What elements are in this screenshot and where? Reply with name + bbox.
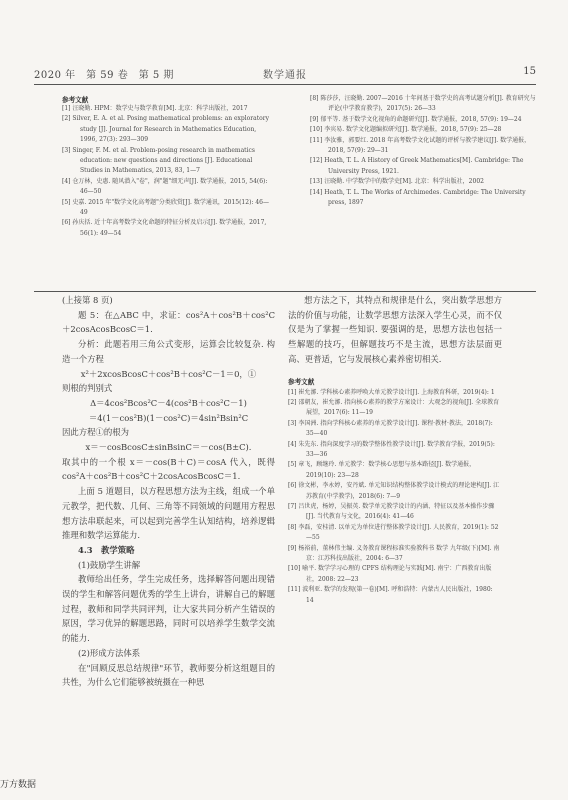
paragraph: 分析：此题若用三角公式变形，运算会比较复杂. 构造一个方程 [62,339,275,364]
header-rule [34,84,536,85]
reference-item: [2] Silver, E. A. et al. Posing mathematical problems: an exploratory study [J]. Journal for Research in Mathematics Education, 1996, 27(3): 293—309 [62,115,270,144]
reference-item: [5] 史嘉. 2015 年"数学文化高考题"分类欣赏[J]. 数学通讯，2015(12): 46—49 [62,198,269,217]
ref-list [310,94,536,208]
equation-line: x＝－cosBcosC±sinBsinC＝－cos(B±C). [85,442,252,453]
refs-heading: 参考文献 [62,96,89,104]
reference-item: [11] 李汝雅，郭要红. 2018 年高考数学文化试题的评析与教学建议[J]. 数学通报，2018, 57(9): 29—31 [310,136,531,155]
paragraph: 则根的判别式 [62,383,113,394]
top-refs-left [62,94,272,239]
reference-item: [7] 吕世虎，杨婷，吴振英. 数学单元教学设计的内涵、特征以及基本操作步骤[J]. 当代教育与文化，2016(4): 41—46 [288,502,495,521]
page-header [34,66,536,82]
reference-item: [10] 喻平. 数学学习心理的 CPFS 结构理论与实践[M]. 南宁：广西教育出版社，2008: 22—23 [288,565,492,583]
reference-item: [12] Heath, T. L. A History of Greek Mathematics[M]. Cambridge: The University Press, 1921. [310,157,524,175]
paragraph: 因此方程①的根为 [62,427,129,438]
equation-line: Δ＝4cos²Bcos²C－4(cos²B＋cos²C－1) [90,397,247,408]
main-right-column [288,293,502,606]
paragraph: (上接第 8 页) [62,295,113,305]
paragraph: 在"回顾反思总结规律"环节，教师要分析这组题目的共性，为什么它们能够被统摄在一种思 [62,662,275,688]
journal-name: 数学通报 [263,70,307,81]
paragraph: (2)形成方法体系 [78,647,141,658]
paragraph: 上面 5 道题目，以方程思想方法为主线，组成一个单元教学，把代数、几何、三角等不同领域的问题用方程思想方法串联起来，可以起到完善学生认知结构，培养逻辑推理和数学运算能力. [62,486,275,541]
reference-item: [6] 孙庆括. 近十年高考数学文化命题的特征分析及启示[J]. 数学通报，2017, 56(1): 49—54 [62,219,267,237]
paragraph: 教师给出任务，学生完成任务，选择解答问题出现错误的学生和解答问题优秀的学生上讲台，讲解自己的解题过程，教师和同学共同评判，让大家共同分析产生错误的原因，学习优异的解题思路，同时可以培养学生数学交流的能力. [62,574,275,644]
reference-item: [10] 李宾易. 数学文化题编拟研究[J]. 数学通报，2018, 57(9): 25—28 [310,126,502,134]
footer-watermark: 万方数据 [0,780,37,790]
paragraph: 想方法之下，其特点和规律是什么，突出数学思想方法的价值与功能，让数学思想方法深入学生心灵，而不仅仅是为了掌握一些知识. 要强调的是，思想方法也包括一些解题的技巧，但解题技巧不是主流，思想方法层面更高、更普适，它与发展核心素养密切相关. [288,295,502,364]
reference-item: [9] 郁平等. 基于数学文化视角的命题研究[J]. 数学通报，2018, 57(9): 19—24 [310,115,522,123]
paragraph: 题 5：在△ABC 中，求证：cos²A＋cos²B＋cos²C＋2cosAcosBcosC＝1. [62,309,275,335]
paragraph: 取其中的一个根 x＝－cos(B＋C)＝cosA 代入，既得cos²A＋cos²B＋cos²C＋2cosAcosBcosC＝1. [62,456,275,482]
reference-item: [9] 杨裕前，董林伟主编. 义务教育课程标准实验教科书 数学 九年级(下)[M]. 南京：江苏科技出版社，2004: 6—37 [288,544,500,563]
journal-issue: 2020 年 第 59 卷 第 5 期 [34,70,174,81]
reference-item: [6] 徐文彬，李永婷，安丹斌. 单元知识结构整体教学设计模式的理论建构[J]. 江苏教育(中学教学)，2018(6): 7—9 [288,482,500,500]
reference-item: [5] 章飞，顾继玲. 单元教学：数学核心思想与基本路径[J]. 数学通报，2019(10): 23—28 [288,461,476,479]
section-heading: 4.3 教学策略 [78,544,135,555]
reference-item: [8] 陈莎莎，汪晓勤. 2007—2016 十年间基于数学史的高考试题分析[J]. 教育研究与评论(中学教育教学)，2017(5): 26—33 [310,95,536,113]
equation-line: ＝4(1－cos²B)(1－cos²C)＝4sin²Bsin²C [88,412,249,423]
reference-item: [13] 汪晓勤. 中学数学中的数学史[M]. 北京：科学出版社，2002 [310,178,484,186]
main-text-left [62,293,275,690]
page-number: 15 [523,66,536,77]
ref-list [288,388,502,607]
reference-item: [3] 李国洲. 指向学科核心素养的单元教学设计[J]. 课程·教材·教法，2018(7): 35—40 [288,419,493,438]
reference-item: [1] 汪晓勤. HPM：数学史与数学教育[M]. 北京：科学出版社，2017 [62,105,248,112]
reference-item: [4] 仓万林，史惠. 随风潜入"卷"，润"题"细无声[J]. 数学通报，2015, 54(6): 46—50 [62,177,268,196]
reference-item: [14] Heath, T. L. The Works of Archimedes. Cambridge: The University press, 1897 [310,188,526,207]
reference-item: [8] 李磊，安桂清. 以单元为单位进行整体教学设计[J]. 人民教育，2019(1): 52—55 [288,523,499,542]
paragraph: (1)鼓励学生讲解 [78,559,141,570]
equation-line: x²＋2xcosBcosC＋cos²B＋cos²C－1＝0，① [80,368,257,379]
top-refs-right [310,94,536,208]
reference-item: [2] 邵朝友，崔允漷. 指向核心素养的教学方案设计：大观念的视角[J]. 全球教育展望，2017(6): 11—19 [288,398,500,417]
reference-item: [4] 朱先东. 指向深度学习的数学整体性教学设计[J]. 数学教育学报，2019(5): 33—36 [288,440,495,458]
reference-item: [11] 波利亚. 数学的发现(第一卷)[M]. 呼和浩特：内蒙古人民出版社，1980: 14 [288,586,493,604]
reference-item: [3] Singer, F. M. et al. Problem-posing research in mathematics education: new questions and directions [J]. Educational Studies in Mathematics, 2013, 83, 1—7 [62,146,255,175]
ref-list [62,104,272,239]
reference-item: [1] 崔允漷. 学科核心素养呼唤大单元教学设计[J]. 上海教育科研，2019(4): 1 [288,388,495,396]
refs-heading: 参考文献 [288,377,315,386]
section-rule [34,291,536,292]
